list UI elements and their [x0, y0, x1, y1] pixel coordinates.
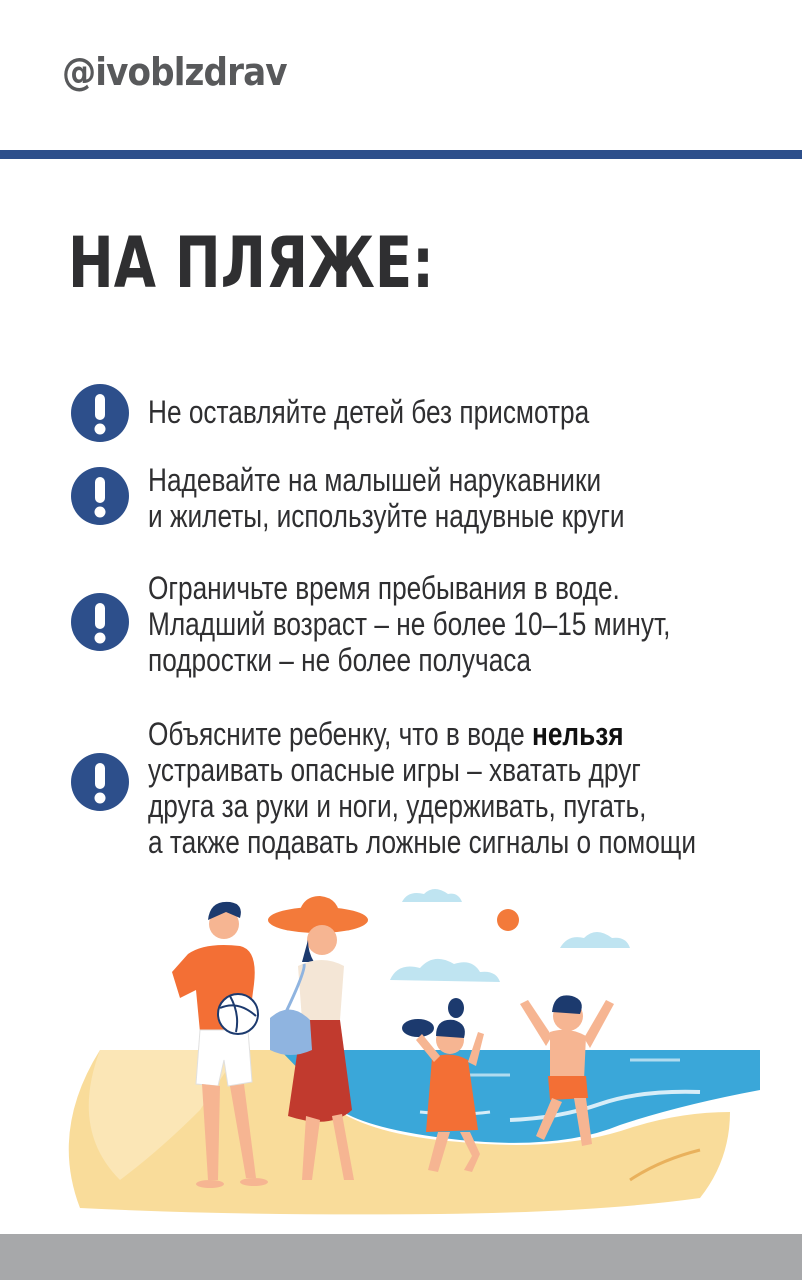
page-title: НА ПЛЯЖЕ: — [68, 222, 435, 304]
header-divider — [0, 150, 802, 159]
tip-text: Надевайте на малышей нарукавники и жилеты, используйте надувные круги — [148, 462, 625, 534]
exclamation-circle-icon — [70, 752, 130, 812]
tip-text: Не оставляйте детей без присмотра — [148, 394, 590, 430]
emphasis-word: нельзя — [531, 716, 624, 752]
bottom-bar — [0, 1234, 802, 1280]
bag-icon — [270, 1009, 312, 1055]
account-handle: @ivoblzdrav — [62, 50, 287, 94]
exclamation-circle-icon — [70, 466, 130, 526]
tip-text: Объясните ребенку, что в воде нельзя устраивать опасные игры – хватать друг друга за руки и ноги, удерживать, пугать, а также подавать ложные сигналы о помощи — [148, 716, 697, 860]
beach-family-illustration — [40, 880, 780, 1220]
cloud-icon — [560, 932, 630, 948]
exclamation-circle-icon — [70, 383, 130, 443]
sun-icon — [497, 909, 519, 931]
exclamation-circle-icon — [70, 592, 130, 652]
ball-icon — [218, 994, 258, 1034]
tip-text: Ограничьте время пребывания в воде. Младший возраст – не более 10–15 минут, подростки – не более получаса — [148, 570, 671, 678]
cloud-icon — [390, 959, 500, 982]
cloud-icon — [402, 889, 462, 902]
